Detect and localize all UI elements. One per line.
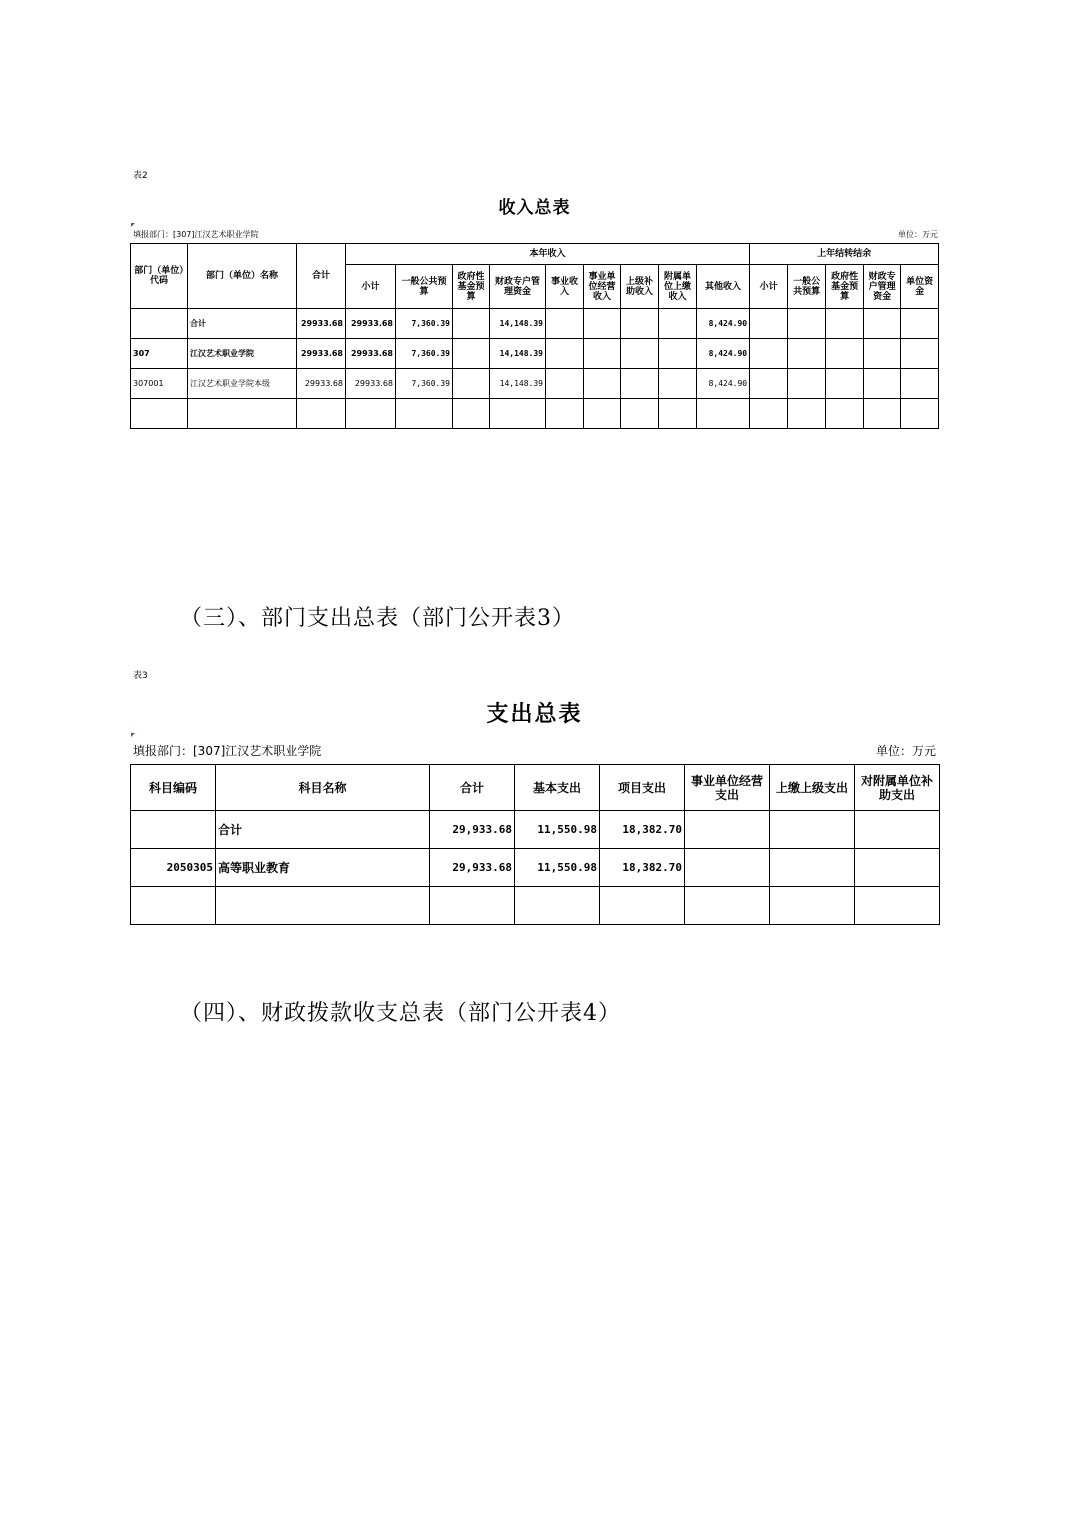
header-carry-general-budget: 一般公共预算 bbox=[788, 265, 826, 309]
row-gov-fund bbox=[453, 369, 490, 399]
table-row bbox=[131, 369, 939, 399]
header-cur-other-income: 其他收入 bbox=[697, 265, 750, 309]
header-superior-payment: 上缴上级支出 bbox=[770, 765, 855, 811]
row-superior-subsidy bbox=[621, 339, 659, 369]
header-name: 部门（单位）名称 bbox=[188, 244, 297, 309]
row-gov-fund bbox=[453, 339, 490, 369]
header-carry-unit-funds: 单位资金 bbox=[901, 265, 939, 309]
row-other-income: 8,424.90 bbox=[697, 339, 750, 369]
table2-dept-label: 填报部门：[307]江汉艺术职业学院 bbox=[133, 230, 259, 239]
row-subject-name: 合计 bbox=[216, 811, 430, 849]
row-operation-income bbox=[584, 369, 621, 399]
row-business-income bbox=[546, 339, 584, 369]
header-cur-subtotal: 小计 bbox=[346, 265, 396, 309]
section-3-heading: （三）、部门支出总表（部门公开表3） bbox=[180, 606, 575, 631]
header-cur-operation-income: 事业单位经营收入 bbox=[584, 265, 621, 309]
header-cur-affiliated-income: 附属单位上缴收入 bbox=[659, 265, 697, 309]
table3-title: 支出总表 bbox=[486, 701, 583, 727]
row-other-income: 8,424.90 bbox=[697, 369, 750, 399]
table2-title: 收入总表 bbox=[498, 198, 571, 218]
header-cur-special-account: 财政专户管理资金 bbox=[490, 265, 546, 309]
row-total: 29933.68 bbox=[297, 369, 346, 399]
row-affiliated-income bbox=[659, 309, 697, 339]
row-special-account: 14,148.39 bbox=[490, 369, 546, 399]
table-row bbox=[131, 849, 940, 887]
row-code: 307001 bbox=[131, 369, 188, 399]
row-affiliated-income bbox=[659, 369, 697, 399]
table-row bbox=[131, 309, 939, 339]
table2-tag: 表2 bbox=[133, 171, 148, 181]
table2-unit: 单位：万元 bbox=[898, 230, 938, 239]
table-row bbox=[131, 811, 940, 849]
table-row bbox=[131, 339, 939, 369]
row-special-account: 14,148.39 bbox=[490, 339, 546, 369]
header-carryover: 上年结转结余 bbox=[750, 244, 939, 265]
header-basic-expenditure: 基本支出 bbox=[515, 765, 600, 811]
row-basic: 11,550.98 bbox=[515, 849, 600, 887]
row-operation-income bbox=[584, 339, 621, 369]
row-project: 18,382.70 bbox=[600, 849, 685, 887]
row-operation-income bbox=[584, 309, 621, 339]
row-special-account: 14,148.39 bbox=[490, 309, 546, 339]
row-basic: 11,550.98 bbox=[515, 811, 600, 849]
table3-dept-label: 填报部门：[307]江汉艺术职业学院 bbox=[133, 744, 322, 758]
row-business-income bbox=[546, 309, 584, 339]
header-cur-business-income: 事业收入 bbox=[546, 265, 584, 309]
header-carry-subtotal: 小计 bbox=[750, 265, 788, 309]
header-cur-gov-fund: 政府性基金预算 bbox=[453, 265, 490, 309]
row-superior-subsidy bbox=[621, 369, 659, 399]
row-name: 江汉艺术职业学院 bbox=[188, 339, 297, 369]
header-total: 合计 bbox=[297, 244, 346, 309]
header-project-expenditure: 项目支出 bbox=[600, 765, 685, 811]
row-name: 江汉艺术职业学院本级 bbox=[188, 369, 297, 399]
header-total: 合计 bbox=[430, 765, 515, 811]
row-total: 29933.68 bbox=[297, 309, 346, 339]
row-general-budget: 7,360.39 bbox=[396, 309, 453, 339]
header-cur-general-budget: 一般公共预算 bbox=[396, 265, 453, 309]
table-row-empty bbox=[131, 399, 939, 429]
row-code: 307 bbox=[131, 339, 188, 369]
header-carry-gov-fund: 政府性基金预算 bbox=[826, 265, 864, 309]
row-superior-subsidy bbox=[621, 309, 659, 339]
row-subject-name: 高等职业教育 bbox=[216, 849, 430, 887]
row-subject-code bbox=[131, 811, 216, 849]
cell-comment-marker bbox=[131, 733, 135, 737]
table3-tag: 表3 bbox=[133, 671, 148, 681]
row-gov-fund bbox=[453, 309, 490, 339]
header-subject-code: 科目编码 bbox=[131, 765, 216, 811]
header-affiliated-subsidy: 对附属单位补助支出 bbox=[855, 765, 940, 811]
row-business-income bbox=[546, 369, 584, 399]
row-total: 29,933.68 bbox=[430, 811, 515, 849]
row-code bbox=[131, 309, 188, 339]
row-subtotal: 29933.68 bbox=[346, 309, 396, 339]
row-subject-code: 2050305 bbox=[131, 849, 216, 887]
row-project: 18,382.70 bbox=[600, 811, 685, 849]
header-current-year-income: 本年收入 bbox=[346, 244, 750, 265]
header-operation-expenditure: 事业单位经营支出 bbox=[685, 765, 770, 811]
header-subject-name: 科目名称 bbox=[216, 765, 430, 811]
header-carry-special-account: 财政专户管理资金 bbox=[864, 265, 901, 309]
header-cur-superior-subsidy: 上级补助收入 bbox=[621, 265, 659, 309]
row-name: 合计 bbox=[188, 309, 297, 339]
row-affiliated-income bbox=[659, 339, 697, 369]
header-code: 部门（单位）代码 bbox=[131, 244, 188, 309]
expenditure-summary-table bbox=[130, 764, 940, 925]
table3-unit: 单位：万元 bbox=[875, 744, 936, 758]
table-row-empty bbox=[131, 887, 940, 925]
row-other-income: 8,424.90 bbox=[697, 309, 750, 339]
income-summary-table bbox=[130, 243, 939, 429]
section-4-heading: （四）、财政拨款收支总表（部门公开表4） bbox=[180, 1001, 621, 1026]
row-total: 29,933.68 bbox=[430, 849, 515, 887]
row-general-budget: 7,360.39 bbox=[396, 339, 453, 369]
row-subtotal: 29933.68 bbox=[346, 339, 396, 369]
row-subtotal: 29933.68 bbox=[346, 369, 396, 399]
row-general-budget: 7,360.39 bbox=[396, 369, 453, 399]
row-total: 29933.68 bbox=[297, 339, 346, 369]
cell-comment-marker bbox=[131, 223, 135, 227]
